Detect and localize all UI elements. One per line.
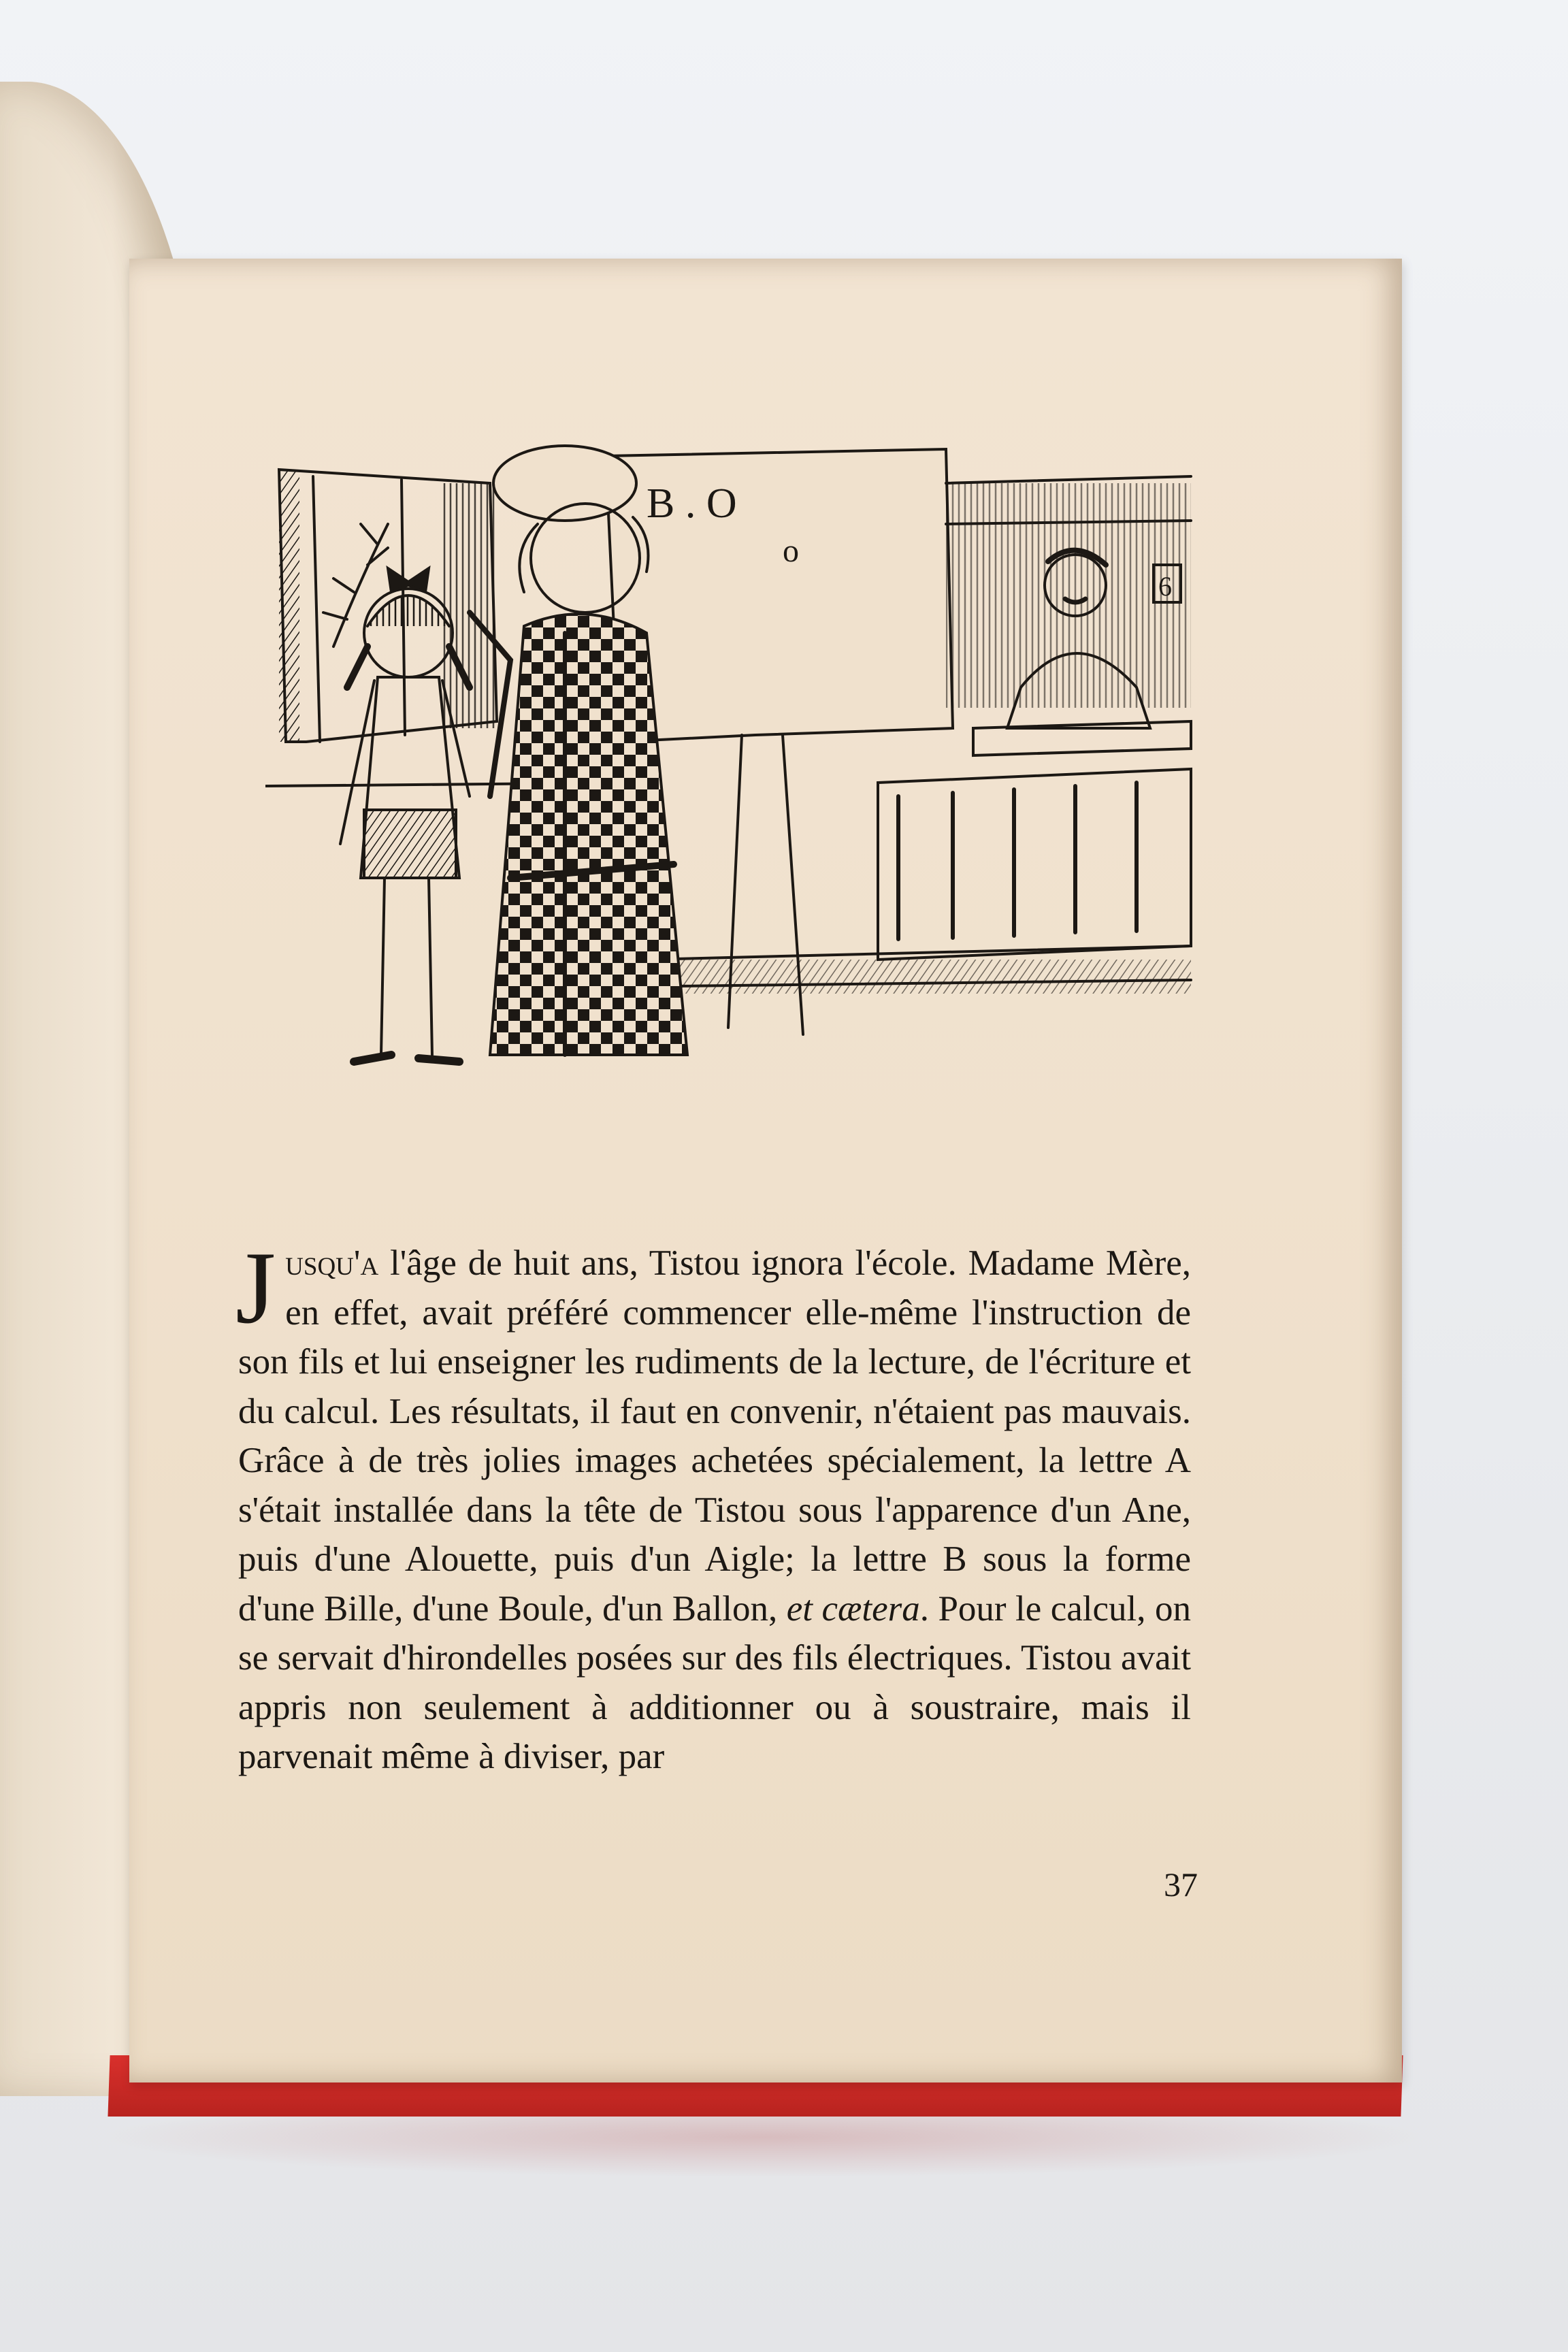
boy-hat: [493, 446, 636, 521]
plant-branch: [323, 524, 388, 647]
paragraph-text-2: . Pour le calcul, on se servait d'hirondelles posées sur des fils électriques. Tistou avait appris non seulement à additionner ou à soustraire, mais il parvenait même à diviser, par: [238, 1588, 1191, 1776]
opening-smallcaps: usqu'a: [285, 1243, 379, 1283]
drop-cap: J: [235, 1230, 276, 1345]
classroom-illustration: [265, 442, 1198, 1137]
teacher-desk: [973, 721, 1191, 755]
blackboard-letters: B . O: [647, 480, 737, 527]
svg-text:6: 6: [1158, 571, 1172, 602]
paragraph-text-1: l'âge de huit ans, Tistou ignora l'école. Madame Mère, en effet, avait préféré commencer elle-même l'instruction de son fils et lui enseigner les rudiments de la lecture, de l'écriture et du calcul. Les résultats, il faut en convenir, n'étaient pas mauvais. Grâce à de très jolies images achetées spécialement, la lettre A s'était installée dans la tête de Tistou sous l'apparence d'un Ane, puis d'une Alouette, puis d'un Aigle; la lettre B sous la forme d'une Bille, d'une Boule, d'un Ballon,: [238, 1243, 1191, 1629]
chapter-text: [235, 1230, 1191, 1782]
svg-text:o: o: [783, 533, 799, 569]
opening-paragraph: [235, 1230, 1191, 1782]
italic-phrase: et cætera: [786, 1588, 920, 1629]
page-number: 37: [1164, 1865, 1198, 1904]
